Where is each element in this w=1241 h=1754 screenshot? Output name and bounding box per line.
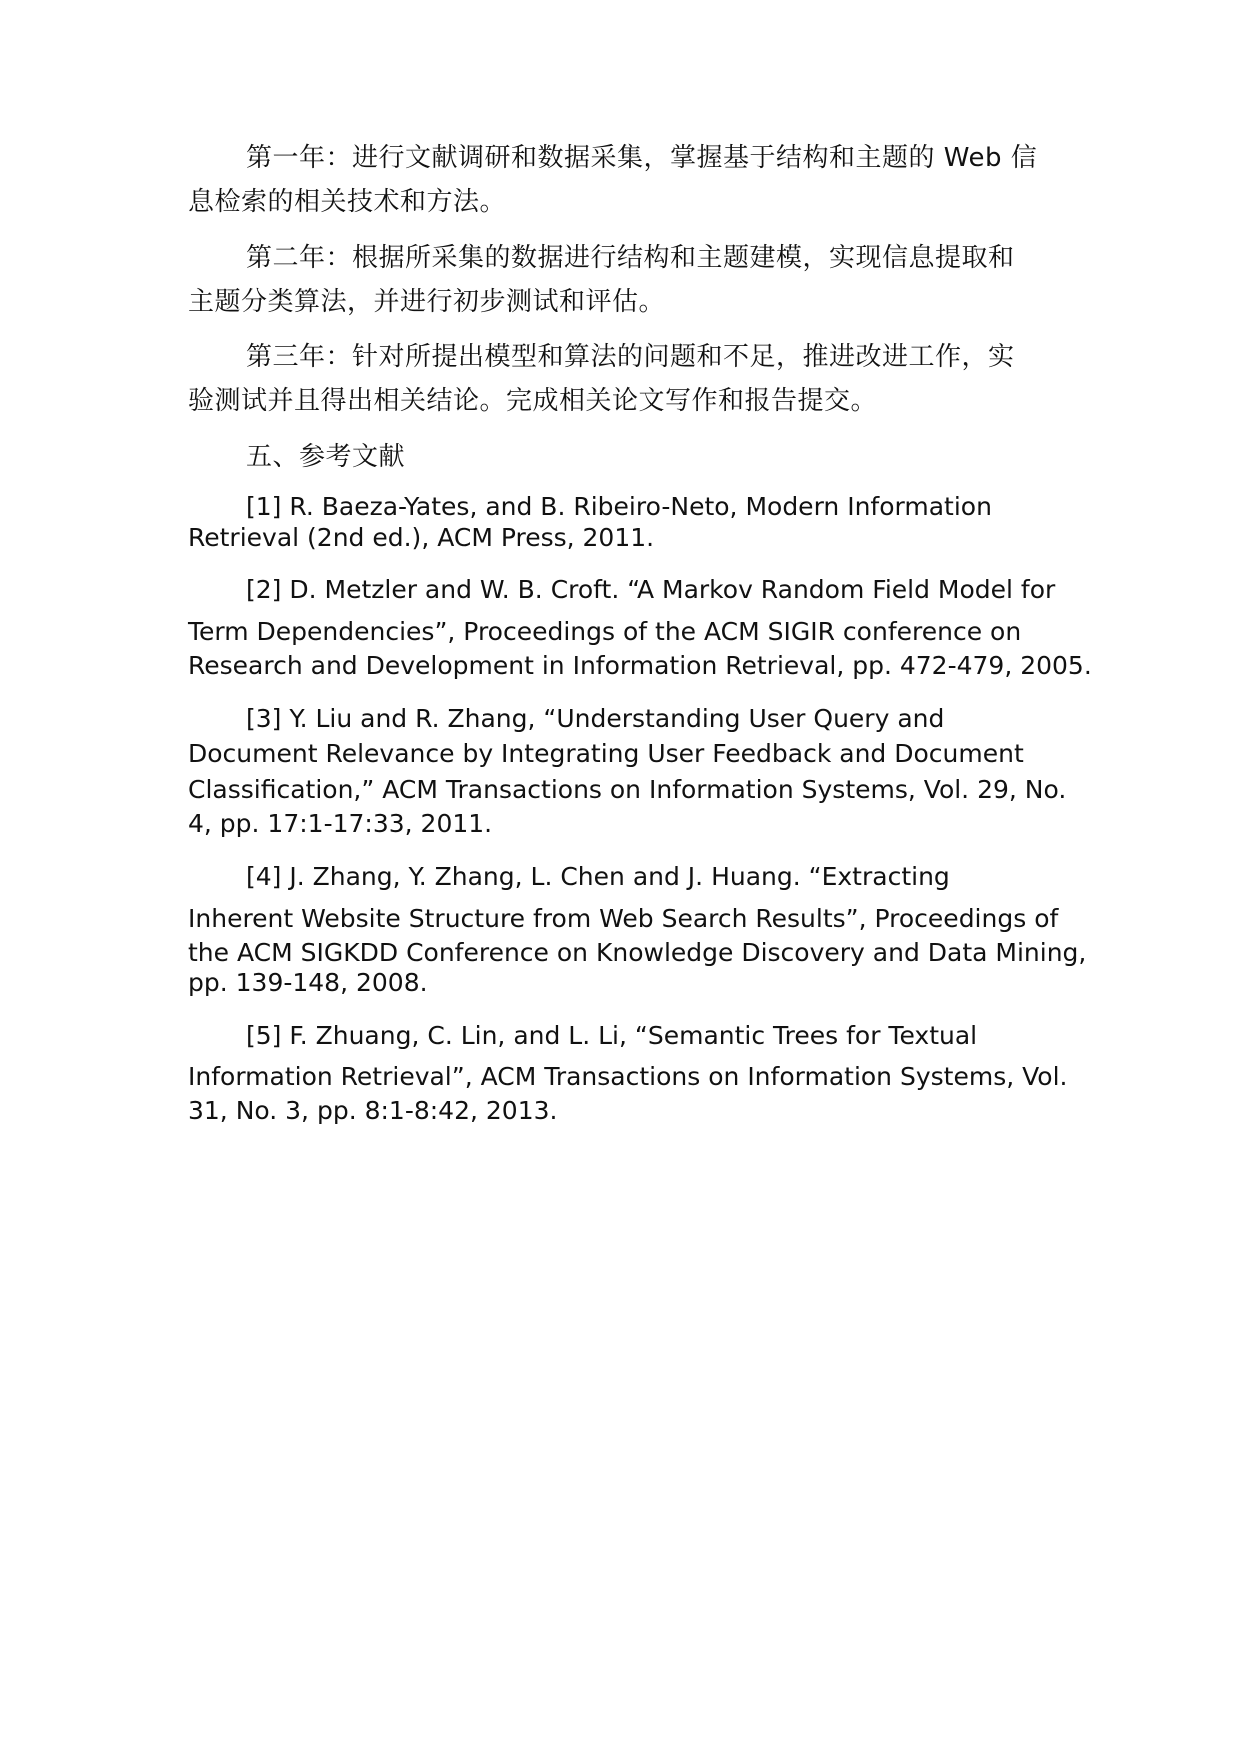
reference-3-line-4: 4, pp. 17:1-17:33, 2011.	[188, 809, 493, 838]
reference-2-line-2: Term Dependencies”, Proceedings of the ACM SIGIR conference on	[188, 617, 1022, 646]
section-heading: 五、参考文献	[246, 442, 406, 472]
reference-5-line-1: [5] F. Zhuang, C. Lin, and L. Li, “Semantic Trees for Textual	[246, 1021, 978, 1050]
plan-year3-line2: 验测试并且得出相关结论。完成相关论文写作和报告提交。	[188, 386, 878, 416]
reference-5-line-2: Information Retrieval”, ACM Transactions on Information Systems, Vol.	[188, 1062, 1068, 1091]
reference-3-line-2: Document Relevance by Integrating User Feedback and Document	[188, 739, 1024, 768]
reference-4-line-3: the ACM SIGKDD Conference on Knowledge Discovery and Data Mining,	[188, 938, 1087, 967]
reference-4-line-2: Inherent Website Structure from Web Search Results”, Proceedings of	[188, 904, 1059, 933]
reference-1-line-2: Retrieval (2nd ed.), ACM Press, 2011.	[188, 523, 655, 552]
plan-year2-line1: 第二年：根据所采集的数据进行结构和主题建模，实现信息提取和	[246, 243, 1015, 273]
reference-5-line-3: 31, No. 3, pp. 8:1-8:42, 2013.	[188, 1096, 558, 1125]
plan-year1-line1: 第一年：进行文献调研和数据采集，掌握基于结构和主题的 Web 信	[246, 143, 1038, 173]
plan-year2-line2: 主题分类算法，并进行初步测试和评估。	[188, 287, 666, 317]
reference-4-line-1: [4] J. Zhang, Y. Zhang, L. Chen and J. Huang. “Extracting	[246, 862, 950, 891]
reference-2-line-3: Research and Development in Information Retrieval, pp. 472-479, 2005.	[188, 651, 1092, 680]
reference-1-line-1: [1] R. Baeza-Yates, and B. Ribeiro-Neto, Modern Information	[246, 492, 992, 521]
plan-year3-line1: 第三年：针对所提出模型和算法的问题和不足，推进改进工作，实	[246, 342, 1015, 372]
plan-year1-line2: 息检索的相关技术和方法。	[188, 187, 507, 217]
reference-3-line-3: Classification,” ACM Transactions on Information Systems, Vol. 29, No.	[188, 775, 1067, 804]
reference-3-line-1: [3] Y. Liu and R. Zhang, “Understanding User Query and	[246, 704, 945, 733]
reference-2-line-1: [2] D. Metzler and W. B. Croft. “A Markov Random Field Model for	[246, 575, 1056, 604]
reference-4-line-4: pp. 139-148, 2008.	[188, 968, 428, 997]
